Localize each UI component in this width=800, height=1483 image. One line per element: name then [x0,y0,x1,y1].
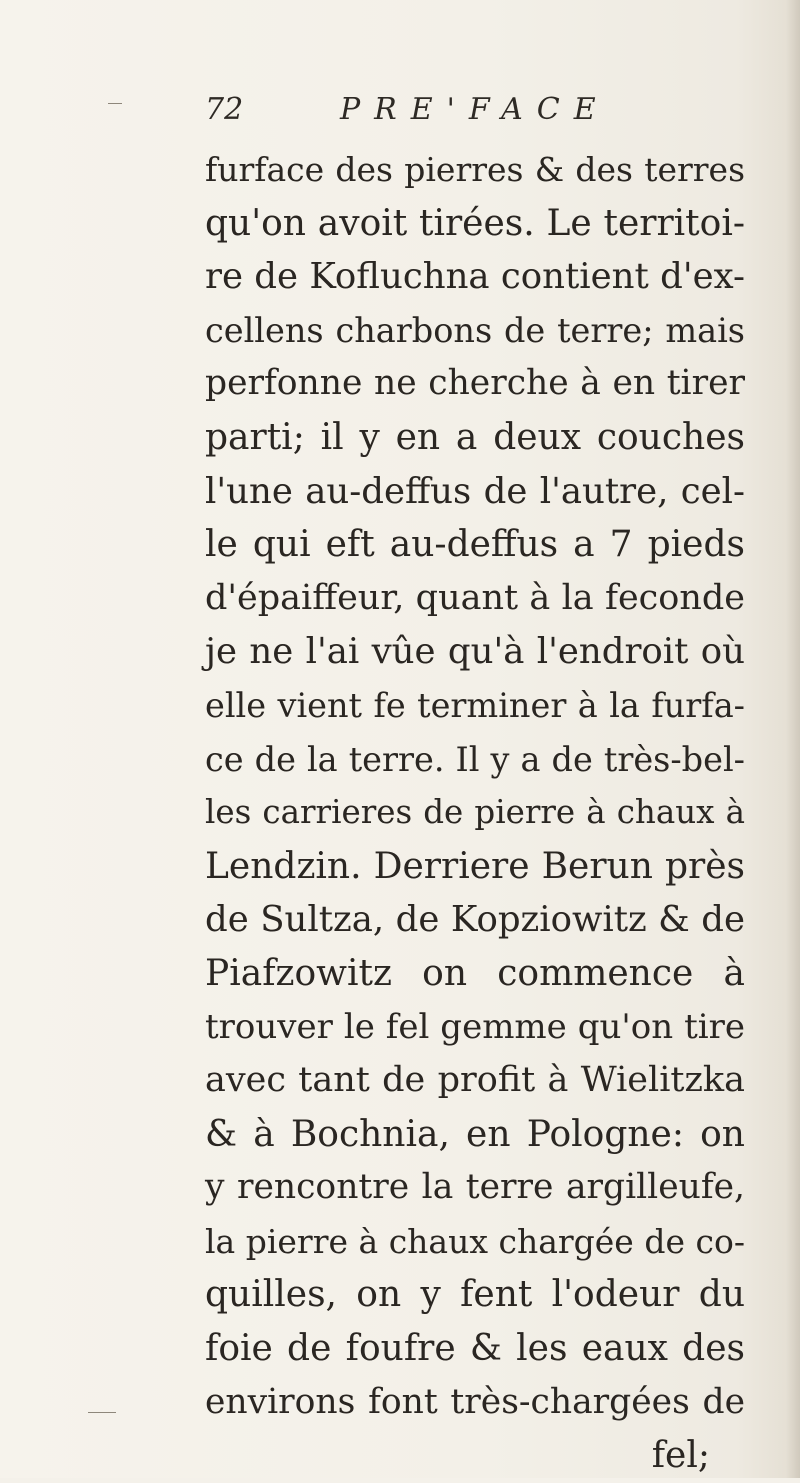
text-line: Lendzin. Derriere Berun près [205,845,745,887]
text-line: re de Kofluchna contient d'ex- [205,256,745,298]
margin-mark-top [108,103,122,104]
text-line: furface des pierres & des terres [205,150,745,189]
text-line: foie de foufre & les eaux des [205,1328,745,1370]
body-text [205,143,745,1483]
text-line: je ne l'ai vûe qu'à l'endroit où [205,631,745,673]
page-edge-shadow [786,0,800,1478]
text-line: perfonne ne cherche à en tirer [205,363,745,404]
text-line: les carrieres de pierre à chaux à [205,793,745,832]
page-header [205,92,675,142]
text-line: avec tant de profit à Wielitzka [205,1060,745,1101]
text-line: y rencontre la terre argilleufe, [205,1167,745,1208]
text-line: qu'on avoit tirées. Le territoi- [205,202,745,244]
running-title: PRE'FACE [340,92,610,127]
text-line: de Sultza, de Kopziowitz & de [205,899,745,941]
text-line: Piafzowitz on commence à [205,952,745,994]
page-number: 72 [205,92,244,127]
text-line: ce de la terre. Il y a de très-bel- [205,739,745,779]
catchword: fel; [651,1435,710,1477]
text-line: cellens charbons de terre; mais [205,310,745,350]
text-line: environs font très-chargées de [205,1381,745,1422]
text-line: trouver le fel gemme qu'on tire [205,1006,745,1047]
text-line: elle vient fe terminer à la furfa- [205,685,745,725]
text-line: d'épaiffeur, quant à la feconde [205,577,745,618]
margin-mark-bottom [88,1412,116,1413]
text-line: parti; il y en a deux couches [205,416,745,458]
text-line: quilles, on y fent l'odeur du [205,1274,745,1316]
text-line: l'une au-deffus de l'autre, cel- [205,470,745,512]
text-line: la pierre à chaux chargée de co- [205,1221,745,1261]
text-line: & à Bochnia, en Pologne: on [205,1113,745,1155]
text-line: le qui eft au-deffus a 7 pieds [205,524,745,566]
